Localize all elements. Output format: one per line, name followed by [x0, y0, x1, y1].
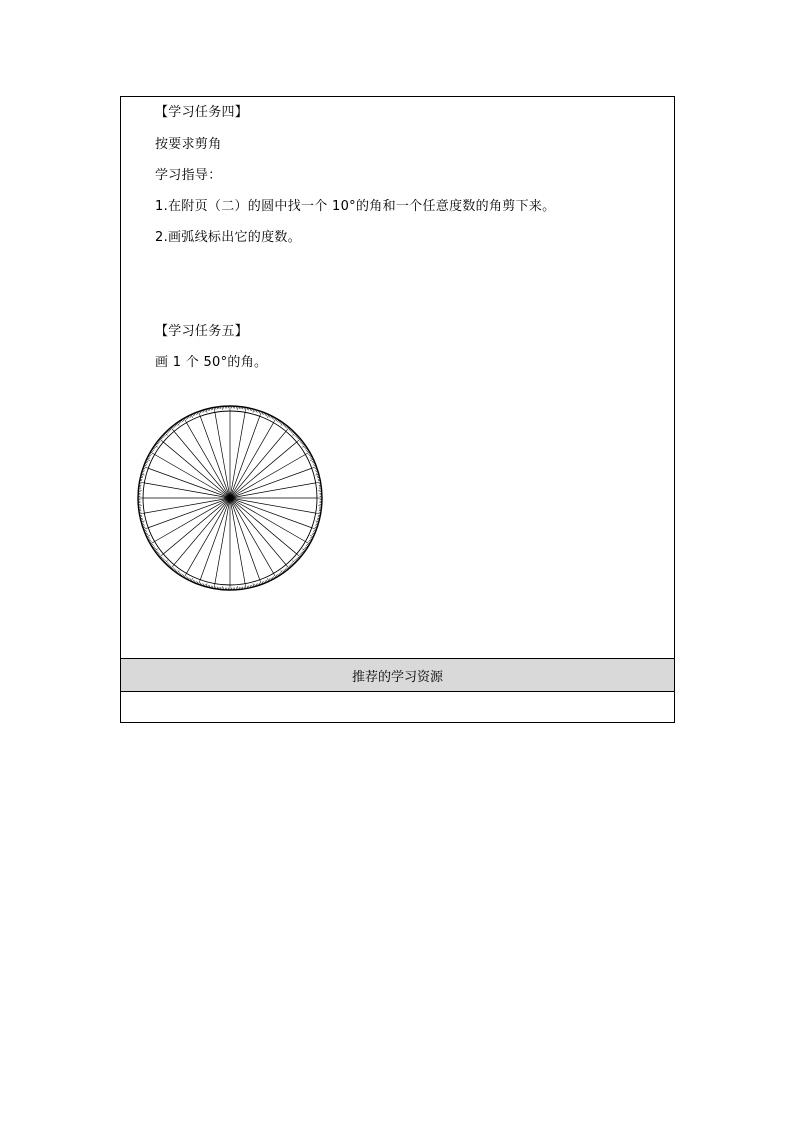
task4-step-1: 1.在附页（二）的圆中找一个 10°的角和一个任意度数的角剪下来。: [155, 199, 556, 214]
protractor-tick: [214, 584, 215, 589]
task4-step-2: 2.画弧线标出它的度数。: [155, 230, 302, 245]
learning-task-table: [120, 96, 675, 723]
protractor-tick: [312, 467, 317, 469]
circular-protractor-graphic: [135, 403, 325, 593]
task-content-cell: [121, 97, 674, 659]
circular-protractor: [135, 403, 325, 593]
recommended-resources-label: 推荐的学习资源: [351, 669, 443, 685]
protractor-tick: [199, 412, 201, 417]
recommended-resources-header: [121, 658, 674, 692]
task4-subtitle: 按要求剪角: [155, 137, 222, 152]
protractor-tick: [144, 528, 149, 530]
protractor-center-point: [227, 495, 233, 501]
task5-title: 【学习任务五】: [155, 324, 249, 339]
protractor-tick: [245, 584, 246, 589]
protractor-tick: [316, 513, 321, 514]
task4-guide-label: 学习指导：: [155, 168, 222, 183]
task4-title: 【学习任务四】: [155, 105, 249, 120]
protractor-tick: [139, 482, 144, 483]
protractor-tick: [260, 580, 262, 585]
protractor-tick: [312, 528, 317, 530]
protractor-tick: [144, 467, 149, 469]
protractor-tick: [199, 580, 201, 585]
protractor-tick: [245, 407, 246, 412]
task5-instruction: 画 1 个 50°的角。: [155, 355, 268, 370]
protractor-tick: [316, 482, 321, 483]
recommended-resources-content: [121, 692, 674, 722]
protractor-tick: [260, 412, 262, 417]
protractor-tick: [214, 407, 215, 412]
protractor-tick: [139, 513, 144, 514]
